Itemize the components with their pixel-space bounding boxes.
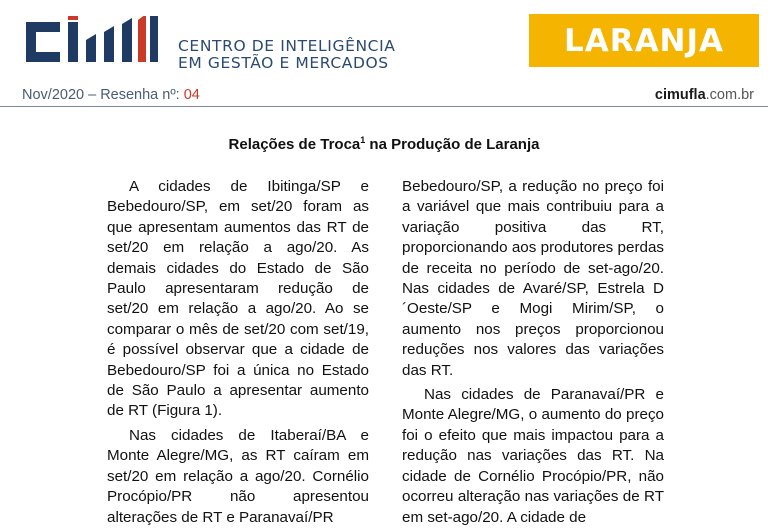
cim-logo — [22, 16, 172, 68]
paragraph: Nas cidades de Paranavaí/PR e Monte Alegre/MG, o aumento do preço foi o efeito que mais impactou para a redução nas variações das RT. Na cidade de Cornélio Procópio/PR, não ocorreu alteração nas variações de RT em set-ago/20. A cidade de — [402, 386, 664, 526]
text-column-right — [402, 177, 664, 532]
site-link[interactable] — [655, 87, 754, 103]
header-divider — [0, 106, 768, 107]
site-tld: .com.br — [705, 87, 754, 103]
product-badge: LARANJA — [529, 14, 759, 67]
page-header — [0, 0, 768, 86]
site-name: cimufla — [654, 87, 706, 103]
brand-line-1: CENTRO DE INTELIGÊNCIA — [178, 37, 396, 55]
edition-number: 04 — [183, 87, 200, 103]
edition-prefix: Nov/2020 – Resenha nº: — [22, 87, 184, 103]
edition-info — [22, 87, 200, 103]
brand-name — [178, 38, 395, 72]
paragraph: Bebedouro/SP, a redução no preço foi a variável que mais contribuiu para a variação positiva das RT, proporcionando aos produtores perdas de receita no período de set-ago/20. Nas cidades de Avaré/SP, Estrela D´Oeste/SP e Mogi Mirim/SP, o aumento nos preços proporcionou reduções nos valores das variações das RT. — [402, 178, 664, 379]
footnote-marker: 1 — [360, 135, 366, 145]
edition-bar — [0, 86, 768, 106]
paragraph: Nas cidades de Itaberaí/BA e Monte Alegre/MG, as RT caíram em set/20 em relação a ago/20. Cornélio Procópio/PR não apresentou alterações de RT e Paranavaí/PR — [107, 426, 369, 526]
paragraph: A cidades de Ibitinga/SP e Bebedouro/SP, em set/20 foram as que apresentam aumentos das RT de set/20 em relação a ago/20. As demais cidades do Estado de São Paulo apresentaram redução de set/20 em relação a ago/20. Ao se comparar o mês de set/20 com set/19, é possível observar que a cidade de Bebedouro/SP foi a única no Estado de São Paulo a apresentar aumento de RT (Figura 1). — [107, 178, 369, 420]
text-column-left — [107, 177, 369, 532]
title-rest: na Produção de Laranja — [365, 136, 540, 153]
brand-line-2: EM GESTÃO E MERCADOS — [178, 54, 389, 72]
title-main: Relações de Troca — [228, 136, 361, 153]
document-title — [0, 135, 768, 153]
